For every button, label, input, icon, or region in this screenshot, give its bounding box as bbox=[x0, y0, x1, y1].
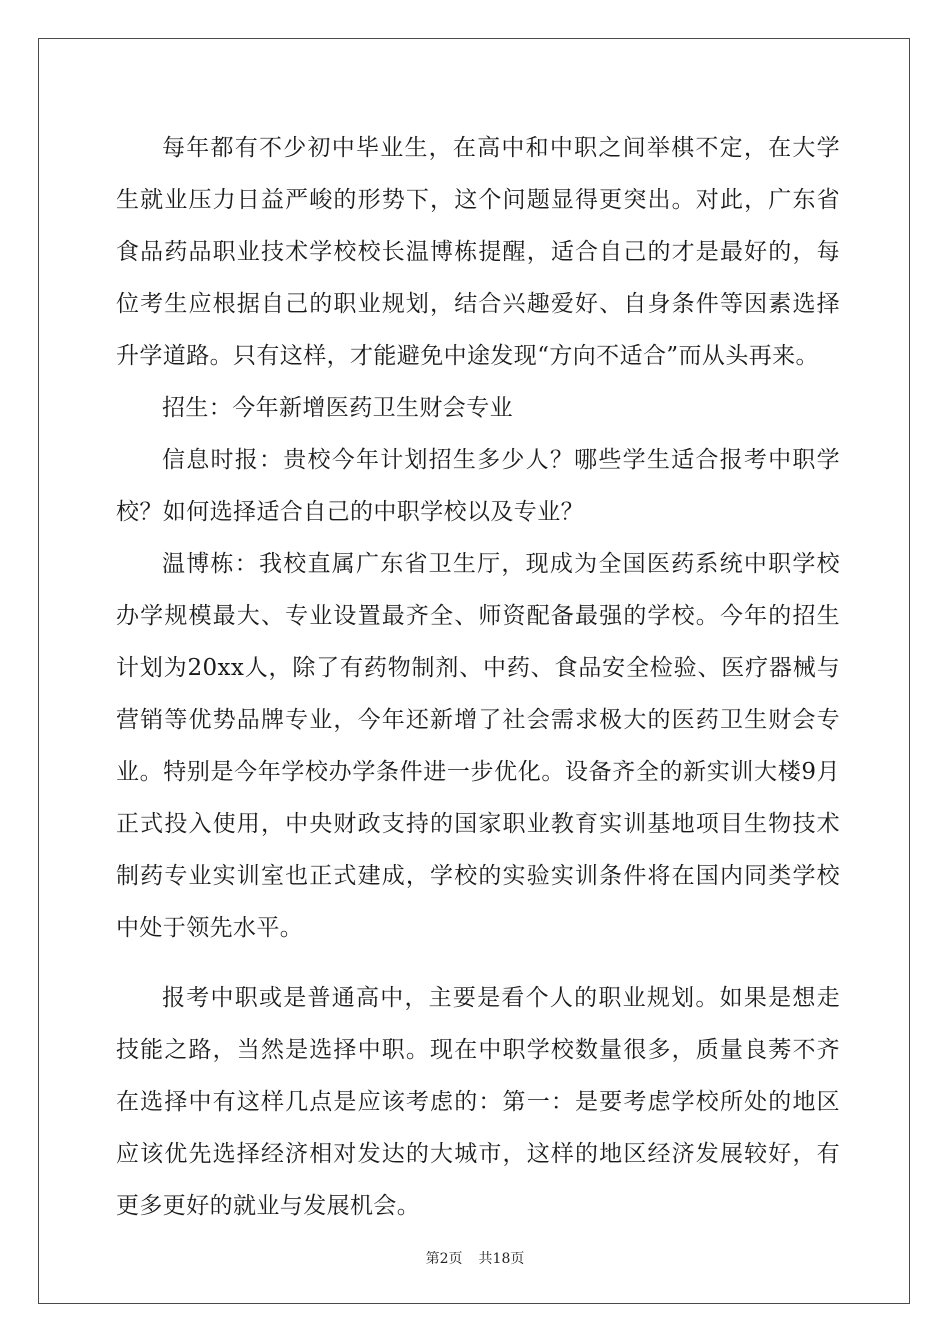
paragraph-answer: 温博栋：我校直属广东省卫生厅，现成为全国医药系统中职学校办学规模最大、专业设置最齐全、师资配备最强的学校。今年的招生计划为20xx人，除了有药物制剂、中药、食品安全检验、医疗器械与营销等优势品牌专业，今年还新增了社会需求极大的医药卫生财会专业。特别是今年学校办学条件进一步优化。设备齐全的新实训大楼9月正式投入使用，中央财政支持的国家职业教育实训基地项目生物技术制药专业实训室也正式建成，学校的实验实训条件将在国内同类学校中处于领先水平。 bbox=[116, 551, 840, 941]
page-number: 第2页 bbox=[425, 1251, 463, 1267]
page-total: 共18页 bbox=[478, 1251, 525, 1267]
page-footer bbox=[0, 1248, 950, 1268]
document-body bbox=[116, 122, 840, 1232]
paragraph-question: 信息时报：贵校今年计划招生多少人？哪些学生适合报考中职学校？如何选择适合自己的中职学校以及专业？ bbox=[116, 447, 840, 525]
paragraph-intro: 每年都有不少初中毕业生，在高中和中职之间举棋不定，在大学生就业压力日益严峻的形势下，这个问题显得更突出。对此，广东省食品药品职业技术学校校长温博栋提醒，适合自己的才是最好的，每位考生应根据自己的职业规划，结合兴趣爱好、自身条件等因素选择升学道路。只有这样，才能避免中途发现“方向不适合”而从头再来。 bbox=[116, 135, 840, 369]
section-heading-enrollment: 招生：今年新增医药卫生财会专业 bbox=[162, 395, 513, 421]
paragraph-advice: 报考中职或是普通高中，主要是看个人的职业规划。如果是想走技能之路，当然是选择中职。现在中职学校数量很多，质量良莠不齐在选择中有这样几点是应该考虑的：第一：是要考虑学校所处的地区应该优先选择经济相对发达的大城市，这样的地区经济发展较好，有更多更好的就业与发展机会。 bbox=[116, 985, 840, 1219]
